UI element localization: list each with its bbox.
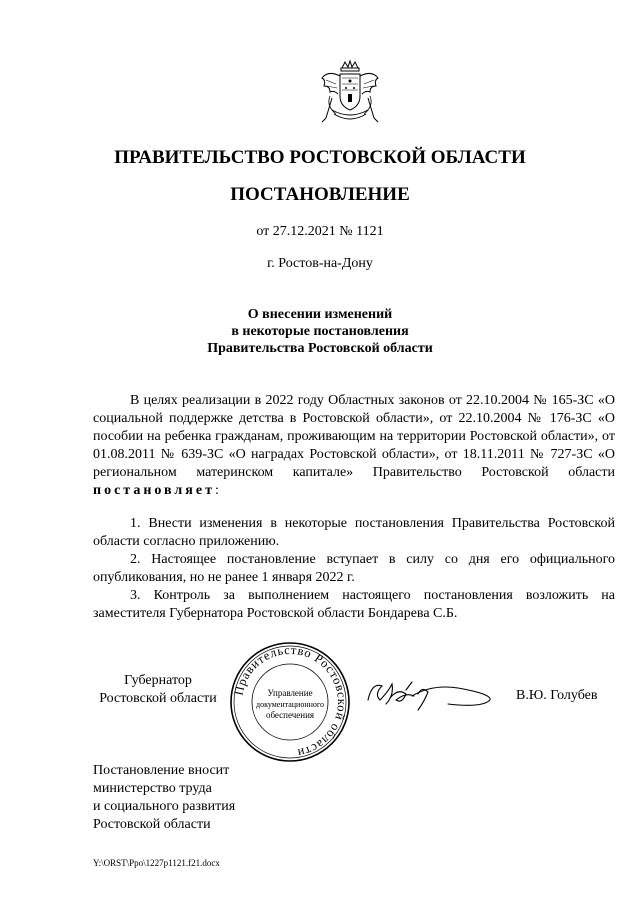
handwritten-signature (362, 670, 498, 720)
submitter-block (93, 762, 235, 834)
file-path: Y:\ORST\Ppo\1227p1121.f21.docx (93, 858, 220, 868)
stamp-inner-line-2: документационного (256, 700, 324, 709)
coat-of-arms-emblem (318, 58, 382, 126)
submitter-line-2: министерство труда (93, 781, 212, 796)
subject-line-2: в некоторые постановления (231, 324, 409, 339)
position-line-2: Ростовской области (99, 691, 217, 706)
decree-item: 2. Настоящее постановление вступает в силу со дня его официального опубликования, но не ранее 1 января 2022 г. (93, 552, 615, 585)
subject-line-1: О внесении изменений (247, 307, 393, 322)
submitter-line-1: Постановление вносит (93, 763, 230, 778)
submitter-line-4: Ростовской области (93, 817, 211, 832)
stamp-outer-text: Правительство Ростовской области (231, 642, 350, 761)
signatory-name: В.Ю. Голубев (516, 688, 598, 703)
stamp-inner-line-1: Управление (267, 688, 313, 698)
decree-item: 1. Внести изменения в некоторые постановления Правительства Ростовской области согласно приложению. (93, 516, 615, 549)
government-name-heading: ПРАВИТЕЛЬСТВО РОСТОВСКОЙ ОБЛАСТИ (114, 147, 526, 168)
decree-item: 3. Контроль за выполнением настоящего постановления возложить на заместителя Губернатора Ростовской области Бондарева С.Б. (93, 588, 615, 621)
document-date-number: от 27.12.2021 № 1121 (256, 224, 384, 239)
decree-items (93, 515, 615, 623)
preamble-text: В целях реализации в 2022 году Областных законов от 22.10.2004 № 165-ЗС «О социальной поддержке детства в Ростовской области», от 22.10.2004 № 176-ЗС «О пособии на ребенка гражданам, проживающим на территории Ростовской области», от 01.08.2011 № 639-ЗС «О наградах Ростовской области», от 18.11.2011 № 727-ЗС «О региональном материнском капитале» Правительство Ростовской области (93, 393, 615, 480)
position-line-1: Губернатор (124, 673, 192, 688)
preamble-colon: : (214, 483, 219, 498)
official-stamp (228, 640, 352, 764)
preamble-paragraph (93, 392, 615, 500)
document-subject (0, 306, 640, 357)
subject-line-3: Правительства Ростовской области (207, 341, 433, 356)
document-city: г. Ростов-на-Дону (267, 256, 373, 271)
decree-word: постановляет (93, 483, 215, 498)
document-type-heading: ПОСТАНОВЛЕНИЕ (230, 184, 410, 205)
submitter-line-3: и социального развития (93, 799, 236, 814)
signatory-position (93, 672, 223, 708)
stamp-inner-line-3: обеспечения (265, 710, 315, 720)
